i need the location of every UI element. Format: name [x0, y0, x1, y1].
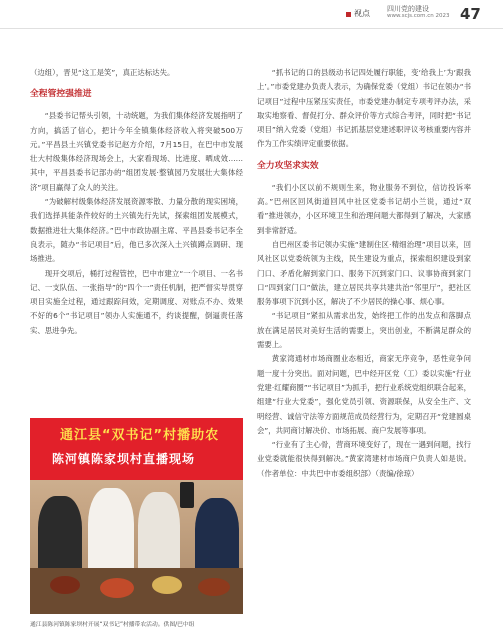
- paragraph: （边组），晋见“这工是笑”，真正达标达失。: [30, 68, 175, 77]
- page-header: [0, 0, 503, 28]
- page-number: 47: [460, 5, 481, 23]
- product-bowl: [100, 578, 134, 598]
- banner-line-2: 陈河镇陈家坝村直播现场: [52, 452, 196, 466]
- left-column: [30, 66, 243, 338]
- paragraph: “县委书记帮头引领，十动统题，为我们集体经济发展指明了方向，搞活了信心，把计今年全镇集体经济收入将突破500万元。”平昌县土兴镇党委书记赵方介绍，7月15日，在巴中市发展壮大村级集体经济现场会上，大家看现场、比进度、晒成效……其中，平昌县委书记部办的“组团发展·整镇园乃发展壮大集体经济”项目赢得了众人的关注。: [30, 111, 243, 192]
- paragraph: 黄家湾通材市场商圈业态相近，商家无序竞争，恶性竞争问题一度十分突出。面对问题，巴中经开区党（工）委以实施“行业党建·红耀商圈”“书记项目”为抓手，把行业系统党组织联合起来，组建“行业大党委”，强化党员引领、资源联保，从安全生产、文明经营、诚信守法等方面规范成员经营行为，定期召开“党建圆桌会”，共同商讨解决价、市场拓展、商户发展等事项。: [257, 354, 471, 435]
- person: [195, 498, 239, 576]
- paragraph: 现开交项后，桶打过程管控，巴中市建立“一个项目、一名书记、一支队伍、一张指导”的“四个一”责任机制，把严督实导贯穿项目实施全过程，通过跟踪问效，定期调度、对账点不办、效果不好的6个“书记项目”领办人实施通不，约谈提醒，倒逼责任落实、思进争先。: [30, 268, 243, 335]
- publication-title: 四川党的建设: [387, 5, 429, 13]
- paragraph: “为破解村级集体经济发展资源零散、力量分散的现实困境，我们选择具能条件较好的土兴镇先行先试，探索组团发展模式，数据推进壮大集体经济。”巴中市政协副主席、平昌县委书记李全良表示，随办“书记项目”后，他已多次深入土兴镇蹲点调研、现场推进。: [30, 197, 243, 264]
- photo-caption: 通江县陈河镇陈家坝村开展“双书记”村播带农活动。供图/巴中组: [30, 622, 195, 628]
- publication-url: www.scjs.com.cn 2023: [387, 13, 450, 19]
- photo-banner: [30, 418, 243, 480]
- header-divider: [0, 28, 503, 29]
- banner-line-1: 通江县“双书记”村播助农: [60, 428, 220, 443]
- person: [38, 496, 82, 576]
- person: [88, 488, 134, 578]
- phone-on-stand: [180, 482, 194, 508]
- section-label: 视点: [354, 9, 370, 18]
- section-subtitle: 全力攻坚求实效: [257, 160, 319, 171]
- product-bowl: [50, 576, 80, 594]
- paragraph: 自巴州区委书记领办实施“建制住区·精细治理”项目以来，回风社区以党委统领为主线，民生建设为重点，探索组织建设到家门口、矛盾化解到家门口、服务下沉到家门口、议事协商到家门口“四到家门口”做法，建立居民共享共建共治“邻里厅”，把社区服务事项下沉到小区，解决了不少居民的操心事、烦心事。: [257, 239, 471, 307]
- paragraph: “我们小区以前不规则生来，物业服务不到位，信访投诉率高。”巴州区回风街道回风中社区党委书记胡小兰说，通过“双看”推进领办，小区环境卫生和治理问题大都得到了解决，大家感到非常舒适。: [257, 182, 471, 235]
- product-bowl: [198, 578, 230, 596]
- paragraph: “行业有了主心骨，营商环境变好了，现在一遇到问题，找行业党委就能很快得到解决。”黄家湾建材市场商户负责人如是说。（作者单位：中共巴中市委组织部）（责编/徐琼）: [257, 440, 471, 478]
- livestream-photo: [30, 418, 243, 614]
- person: [138, 492, 180, 576]
- section-subtitle: 全程管控强推进: [30, 89, 92, 100]
- section-marker: [346, 12, 351, 17]
- paragraph: “书记项目”紧扣从需求出发，始终把工作的出发点和落脚点放在满足居民对美好生活的需要上，突出创业，不断满足群众的需要上。: [257, 311, 471, 350]
- product-bowl: [152, 576, 182, 594]
- right-column: [257, 66, 471, 481]
- paragraph: “抓书记的口的县级动书记四处履行职能，变‘给我上’为‘跟我上’。”市委党建办负责人表示，为确保党委（党组）书记在领办“书记项目”过程中压紧压实责任，市委党建办制定专项考评办法，采取实地察看、督促打分、群众评价等方式综合考评，同时把“书记项目”纳入党委（党组）书记抓基层党建述职评议考核重要内容并作为工作实绩评定重要依据。: [257, 68, 471, 149]
